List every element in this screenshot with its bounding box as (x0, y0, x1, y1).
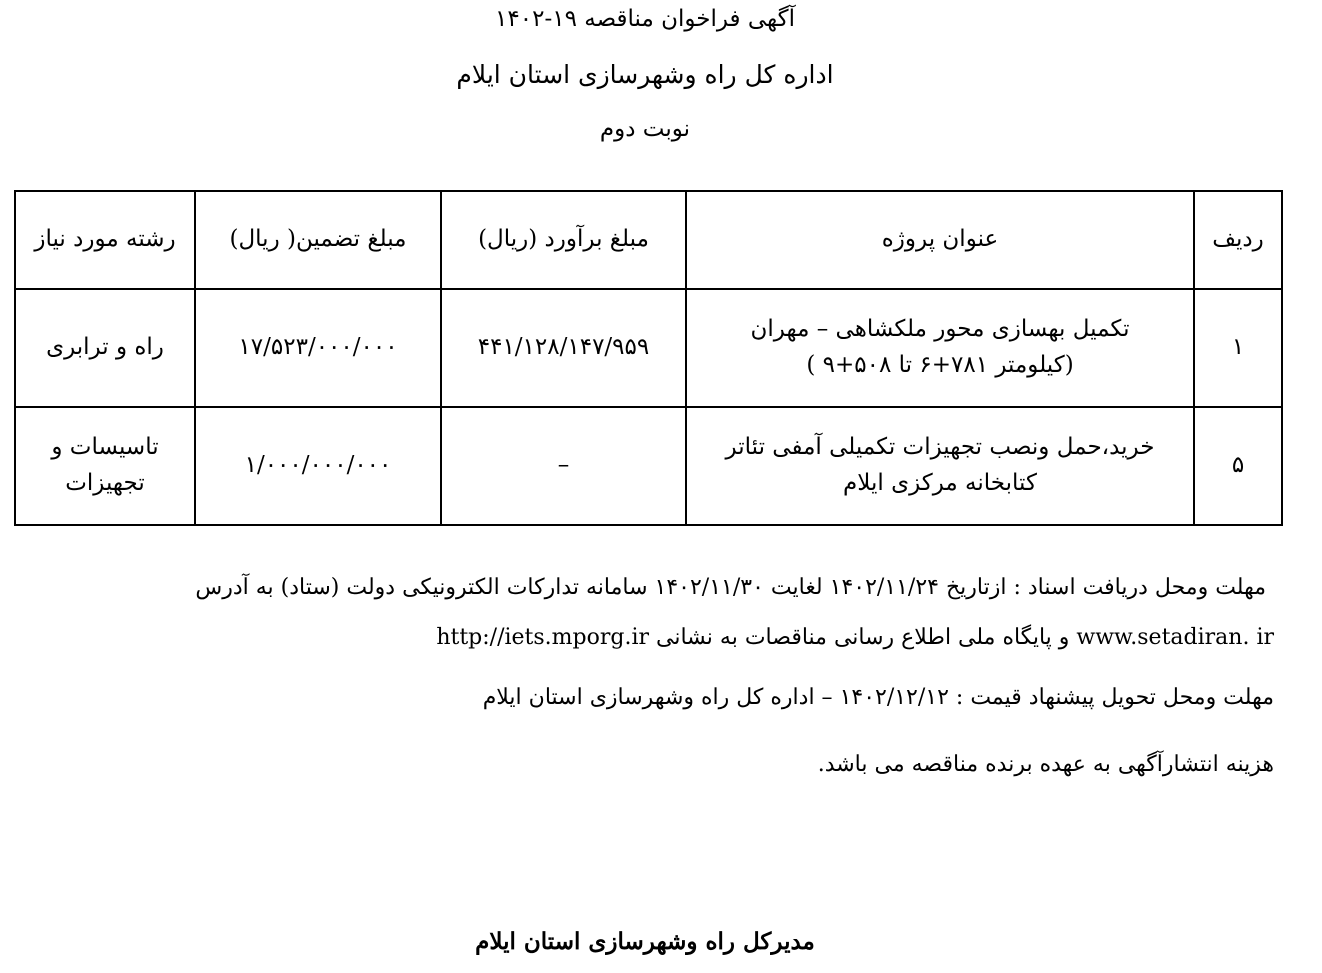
address-line (436, 625, 1274, 650)
cost-note-text: هزینه انتشارآگهی به عهده برنده مناقصه می باشد. (817, 752, 1274, 777)
required-field (15, 407, 195, 525)
project-title-line1: تکمیل بهسازی محور ملکشاهی – مهران (750, 316, 1130, 343)
offer-deadline-text: مهلت ومحل تحویل پیشنهاد قیمت : ۱۴۰۲/۱۲/۱۲ – اداره کل راه وشهرسازی استان ایلام (482, 685, 1274, 710)
guarantee-amount: ۱/۰۰۰/۰۰۰/۰۰۰ (195, 407, 441, 525)
publication-round: نوبت دوم (599, 116, 691, 142)
estimate-amount: – (441, 407, 686, 525)
required-field-line1: تاسیسات و (51, 434, 159, 461)
iets-url[interactable]: http://iets.mporg.ir (436, 625, 650, 650)
tender-table (14, 190, 1283, 526)
required-field-line1: راه و ترابری (46, 334, 164, 361)
project-title-line1: خرید،حمل ونصب تجهیزات تکمیلی آمفی تئاتر (725, 434, 1155, 461)
col-header-required-field: رشته مورد نیاز (15, 191, 195, 289)
table-row (15, 407, 1282, 525)
table-row (15, 289, 1282, 407)
document-deadline-text: مهلت ومحل دریافت اسناد : ازتاریخ ۱۴۰۲/۱۱/۲۴ لغایت ۱۴۰۲/۱۱/۳۰ سامانه تدارکات الکترونیکی دولت (ستاد) به آدرس (195, 575, 1266, 600)
estimate-amount: ۴۴۱/۱۲۸/۱۴۷/۹۵۹ (441, 289, 686, 407)
table-header-row (15, 191, 1282, 289)
col-header-estimate: مبلغ برآورد (ریال) (441, 191, 686, 289)
required-field (15, 289, 195, 407)
address-text: و پایگاه ملی اطلاع رسانی مناقصات به نشانی (656, 625, 1070, 650)
notice-title: آگهی فراخوان مناقصه ۱۹-۱۴۰۲ (495, 6, 795, 32)
guarantee-amount: ۱۷/۵۲۳/۰۰۰/۰۰۰ (195, 289, 441, 407)
organization-name: اداره کل راه وشهرسازی استان ایلام (456, 60, 834, 89)
project-title (686, 289, 1194, 407)
row-number: ۱ (1194, 289, 1282, 407)
project-title (686, 407, 1194, 525)
col-header-project-title: عنوان پروژه (686, 191, 1194, 289)
col-header-row-number: ردیف (1194, 191, 1282, 289)
row-number: ۵ (1194, 407, 1282, 525)
signature: مدیرکل راه وشهرسازی استان ایلام (475, 928, 815, 955)
setad-url[interactable]: www.setadiran. ir (1076, 625, 1274, 650)
required-field-line2: تجهیزات (65, 470, 145, 496)
project-title-line2: کتابخانه مرکزی ایلام (843, 470, 1037, 496)
col-header-guarantee: مبلغ تضمین( ریال) (195, 191, 441, 289)
project-title-line2: (کیلومتر ۷۸۱+۶ تا ۵۰۸+۹ ) (806, 352, 1074, 378)
